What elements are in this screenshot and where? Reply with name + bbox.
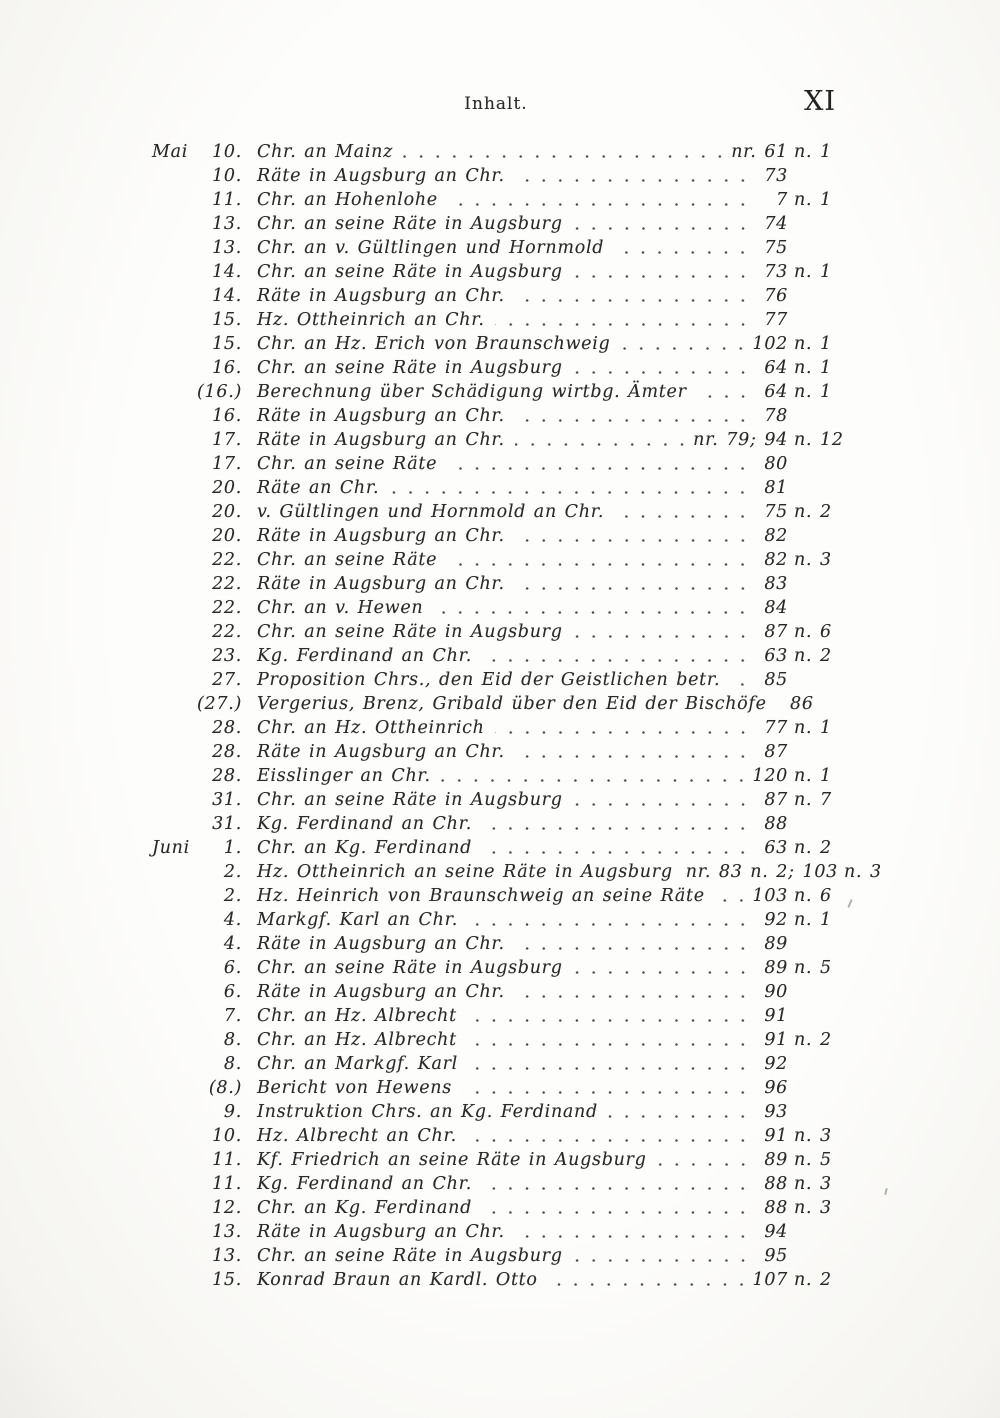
date-label: 20. [212,502,242,522]
dot-leader [515,572,751,596]
page-ref: 84 [764,598,788,618]
date-label: 11. [212,1174,242,1194]
date-label: 14. [212,286,242,306]
toc-row [152,452,844,476]
toc-row [152,1100,844,1124]
toc-row [152,524,844,548]
toc-row [152,740,844,764]
entry-title: Proposition Chrs., den Eid der Geistlichen betr. [257,670,721,690]
dot-leader [697,380,751,404]
entry-title: Hz. Ottheinrich an seine Räte in Augsburg [257,862,673,882]
date-label: (8.) [208,1078,242,1098]
toc-row [152,380,844,404]
dot-leader [515,932,751,956]
page-ref: 94 [764,1222,788,1242]
toc-row [152,1004,844,1028]
dot-leader [548,1268,750,1292]
date-label: (16.) [197,382,242,402]
dot-leader [467,1004,751,1028]
note-ref: n. 2 [794,502,832,522]
entry-title: Chr. an seine Räte [257,550,438,570]
dot-leader [482,1172,751,1196]
entry-title: Chr. an seine Räte in Augsburg [257,1246,563,1266]
dot-leader [515,164,751,188]
entry-title: Räte an Chr. [257,478,380,498]
date-label: 28. [212,766,242,786]
entry-title: v. Gültlingen und Hornmold an Chr. [257,502,605,522]
entry-title: Chr. an Mainz [257,142,394,162]
page-ref: 73 [764,166,788,186]
page-ref: 103 [752,886,788,906]
note-ref: n. 1 [794,358,832,378]
entry-title: Räte in Augsburg an Chr. [257,286,505,306]
dot-leader [614,236,751,260]
entry-title: Chr. an Hz. Albrecht [257,1006,457,1026]
date-label: 22. [212,622,242,642]
date-label: (27.) [197,694,242,714]
entry-title: Chr. an Hz. Ottheinrich [257,718,485,738]
page-ref: 91 [764,1030,788,1050]
dot-leader [433,596,751,620]
dot-leader [403,140,728,164]
dot-leader [573,212,751,236]
page-ref: 89 [764,1150,788,1170]
dot-leader [573,356,751,380]
page-ref: 73 [764,262,788,282]
date-label: 2. [223,886,242,906]
date-label: 9. [223,1102,242,1122]
page-ref: 90 [764,982,788,1002]
date-label: 31. [212,790,242,810]
toc-row [152,428,844,452]
dot-leader [614,500,751,524]
dot-leader [515,980,751,1004]
entry-title: Chr. an Kg. Ferdinand [257,1198,472,1218]
toc-row [152,308,844,332]
date-label: 14. [212,262,242,282]
date-label: 6. [223,982,242,1002]
dot-leader [515,524,751,548]
note-ref: n. 6 [794,886,832,906]
note-ref: n. 5 [794,958,832,978]
entry-title: Chr. an seine Räte in Augsburg [257,358,563,378]
page-ref: 64 [764,382,788,402]
date-label: 13. [212,1222,242,1242]
dot-leader [495,716,751,740]
note-ref: n. 2 [794,838,832,858]
toc-row [152,212,844,236]
date-label: 13. [212,214,242,234]
page-ref: 75 [764,238,788,258]
toc-row [152,1196,844,1220]
date-label: 7. [223,1006,242,1026]
page-ref: 80 [764,454,788,474]
entry-title: Räte in Augsburg an Chr. [257,166,505,186]
toc-row [152,500,844,524]
date-label: 22. [212,598,242,618]
date-label: 23. [212,646,242,666]
scan-artifact [847,899,852,908]
toc-row [152,956,844,980]
toc-row [152,1076,844,1100]
page-ref: 93 [764,1102,788,1122]
date-label: 28. [212,718,242,738]
date-label: 8. [223,1054,242,1074]
toc-row [152,836,844,860]
date-label: 17. [212,430,242,450]
toc-list [152,140,882,1292]
dot-leader [462,1076,751,1100]
dot-leader [515,404,751,428]
page-ref: 88 [764,814,788,834]
dot-leader [441,764,750,788]
date-label: 28. [212,742,242,762]
page-ref: 77 [764,718,788,738]
note-ref: n. 3 [794,1174,832,1194]
date-label: 22. [212,574,242,594]
date-label: 10. [212,1126,242,1146]
toc-row [152,788,844,812]
entry-title: Räte in Augsburg an Chr. [257,1222,505,1242]
entry-title: Räte in Augsburg an Chr. [257,526,505,546]
toc-row [152,572,844,596]
date-label: 15. [212,1270,242,1290]
month-label: Juni [152,838,190,858]
toc-row [152,980,844,1004]
dot-leader [573,1244,751,1268]
toc-row [152,1220,844,1244]
entry-title: Kg. Ferdinand an Chr. [257,1174,472,1194]
note-ref: n. 2 [794,1030,832,1050]
date-label: 11. [212,190,242,210]
toc-row [152,236,844,260]
page-ref: 92 [764,1054,788,1074]
date-label: 20. [212,526,242,546]
date-label: 12. [212,1198,242,1218]
dot-leader [657,1148,751,1172]
entry-title: Räte in Augsburg an Chr. [257,934,505,954]
date-label: 11. [212,1150,242,1170]
page-ref: 87 [764,742,788,762]
dot-leader [573,956,751,980]
entry-title: Chr. an Markgf. Karl [257,1054,458,1074]
page-ref: 102 [752,334,788,354]
date-label: 17. [212,454,242,474]
note-ref: n. 1 [794,766,832,786]
page-ref: 63 [764,646,788,666]
toc-row [152,716,844,740]
toc-row [152,476,844,500]
note-ref: n. 3 [794,1198,832,1218]
date-label: 22. [212,550,242,570]
entry-title: Bericht von Hewens [257,1078,452,1098]
page-ref: 63 [764,838,788,858]
date-label: 16. [212,358,242,378]
note-ref: n. 1 [794,382,832,402]
page-ref: 96 [764,1078,788,1098]
note-ref: n. 6 [794,622,832,642]
page-ref: 89 [764,958,788,978]
entry-title: Räte in Augsburg an Chr. [257,430,505,450]
note-ref: n. 1 [794,910,832,930]
note-ref: n. 3 [844,862,882,882]
entry-title: Chr. an Hz. Erich von Braunschweig [257,334,611,354]
toc-row [152,812,844,836]
page-ref: nr. 79; 94 [693,430,788,450]
dot-leader [573,788,751,812]
entry-title: Chr. an seine Räte in Augsburg [257,790,563,810]
dot-leader [389,476,751,500]
date-label: 27. [212,670,242,690]
entry-title: Räte in Augsburg an Chr. [257,574,505,594]
page-ref: 107 [752,1270,788,1290]
page-ref: 91 [764,1126,788,1146]
dot-leader [730,668,751,692]
entry-title: Chr. an v. Gültlingen und Hornmold [257,238,605,258]
page-ref: 74 [764,214,788,234]
page-ref: 120 [752,766,788,786]
dot-leader [482,836,751,860]
dot-leader [608,1100,751,1124]
date-label: 15. [212,310,242,330]
entry-title: Kg. Ferdinand an Chr. [257,814,472,834]
page-ref: 81 [764,478,788,498]
page-ref: 91 [764,1006,788,1026]
dot-leader [448,188,751,212]
page-ref: 75 [764,502,788,522]
date-label: 4. [223,910,242,930]
page-ref: 86 [789,694,814,714]
entry-title: Chr. an seine Räte [257,454,438,474]
date-label: 13. [212,238,242,258]
dot-leader [620,332,749,356]
toc-row [152,164,844,188]
dot-leader [482,812,751,836]
date-label: 1. [223,838,242,858]
page-number: XI [804,86,836,117]
toc-row [152,1244,844,1268]
entry-title: Hz. Heinrich von Braunschweig an seine Räte [257,886,705,906]
page-ref: 76 [764,286,788,306]
toc-row [152,884,844,908]
dot-leader [515,1220,751,1244]
page-ref: 83 [764,574,788,594]
date-label: 16. [212,406,242,426]
toc-row [152,932,844,956]
toc-row [152,1172,844,1196]
toc-row [152,356,844,380]
entry-title: Chr. an seine Räte in Augsburg [257,214,563,234]
date-label: 31. [212,814,242,834]
toc-row [152,332,844,356]
page-ref: 88 [764,1198,788,1218]
note-ref: n. 3 [794,1126,832,1146]
date-label: 4. [223,934,242,954]
toc-row [152,284,844,308]
entry-title: Räte in Augsburg an Chr. [257,742,505,762]
note-ref: n. 1 [794,262,832,282]
note-ref: n. 12 [794,430,844,450]
running-head [152,86,840,134]
dot-leader [515,284,751,308]
dot-leader [467,1028,751,1052]
dot-leader [515,428,690,452]
dot-leader [447,548,751,572]
toc-row [152,668,844,692]
toc-row [152,596,844,620]
page-ref: 87 [764,622,788,642]
date-label: 15. [212,334,242,354]
page-ref: 92 [764,910,788,930]
page-ref: nr. 83 n. 2; 103 [685,862,838,882]
entry-title: Markgf. Karl an Chr. [257,910,458,930]
entry-title: Hz. Ottheinrich an Chr. [257,310,485,330]
entry-title: Chr. an seine Räte in Augsburg [257,958,563,978]
note-ref: n. 1 [794,142,832,162]
dot-leader [467,1124,751,1148]
entry-title: Kf. Friedrich an seine Räte in Augsburg [257,1150,647,1170]
note-ref: n. 5 [794,1150,832,1170]
entry-title: Hz. Albrecht an Chr. [257,1126,457,1146]
page-ref: 78 [764,406,788,426]
dot-leader [468,1052,751,1076]
month-label: Mai [152,142,189,162]
dot-leader [482,1196,751,1220]
toc-row [152,1148,844,1172]
dot-leader [573,260,751,284]
page-ref: 82 [764,526,788,546]
dot-leader [573,620,751,644]
entry-title: Räte in Augsburg an Chr. [257,982,505,1002]
date-label: 10. [212,142,242,162]
date-label: 8. [223,1030,242,1050]
date-label: 10. [212,166,242,186]
page-ref: 95 [764,1246,788,1266]
note-ref: n. 1 [794,190,832,210]
entry-title: Chr. an v. Hewen [257,598,424,618]
dot-leader [495,308,751,332]
dot-leader [482,644,751,668]
toc-row [152,1268,844,1292]
page-ref: 7 [776,190,788,210]
toc-row [152,188,844,212]
dot-leader [447,452,751,476]
entry-title: Chr. an seine Räte in Augsburg [257,622,563,642]
entry-title: Chr. an Kg. Ferdinand [257,838,472,858]
toc-row [152,1124,844,1148]
toc-row [152,620,844,644]
page-ref: 89 [764,934,788,954]
date-label: 6. [223,958,242,978]
toc-row [152,260,844,284]
scan-artifact [884,1188,888,1195]
toc-row [152,764,844,788]
toc-row [152,548,844,572]
toc-row [152,692,844,716]
entry-title: Chr. an seine Räte in Augsburg [257,262,563,282]
note-ref: n. 1 [794,718,832,738]
page-ref: nr. 61 [731,142,788,162]
note-ref: n. 1 [794,334,832,354]
toc-row [152,860,882,884]
dot-leader [468,908,751,932]
page-ref: 85 [764,670,788,690]
page-ref: 88 [764,1174,788,1194]
toc-row [152,1052,844,1076]
entry-title: Kg. Ferdinand an Chr. [257,646,472,666]
toc-row [152,1028,844,1052]
note-ref: n. 3 [794,550,832,570]
toc-row [152,404,844,428]
note-ref: n. 2 [794,646,832,666]
entry-title: Eisslinger an Chr. [257,766,431,786]
entry-title: Berechnung über Schädigung wirtbg. Ämter [257,382,687,402]
entry-title: Vergerius, Brenz, Gribald über den Eid der Bischöfe [257,694,767,714]
entry-title: Chr. an Hohenlohe [257,190,438,210]
page-ref: 87 [764,790,788,810]
toc-row [152,644,844,668]
entry-title: Instruktion Chrs. an Kg. Ferdinand [257,1102,598,1122]
dot-leader [515,740,751,764]
entry-title: Räte in Augsburg an Chr. [257,406,505,426]
page-ref: 82 [764,550,788,570]
dot-leader [715,884,750,908]
entry-title: Konrad Braun an Kardl. Otto [257,1270,538,1290]
note-ref: n. 2 [794,1270,832,1290]
date-label: 20. [212,478,242,498]
date-label: 2. [223,862,242,882]
page-ref: 64 [764,358,788,378]
toc-row [152,908,844,932]
page-ref: 77 [764,310,788,330]
page-header: Inhalt. [464,94,528,114]
date-label: 13. [212,1246,242,1266]
entry-title: Chr. an Hz. Albrecht [257,1030,457,1050]
toc-row [152,140,844,164]
note-ref: n. 7 [794,790,832,810]
